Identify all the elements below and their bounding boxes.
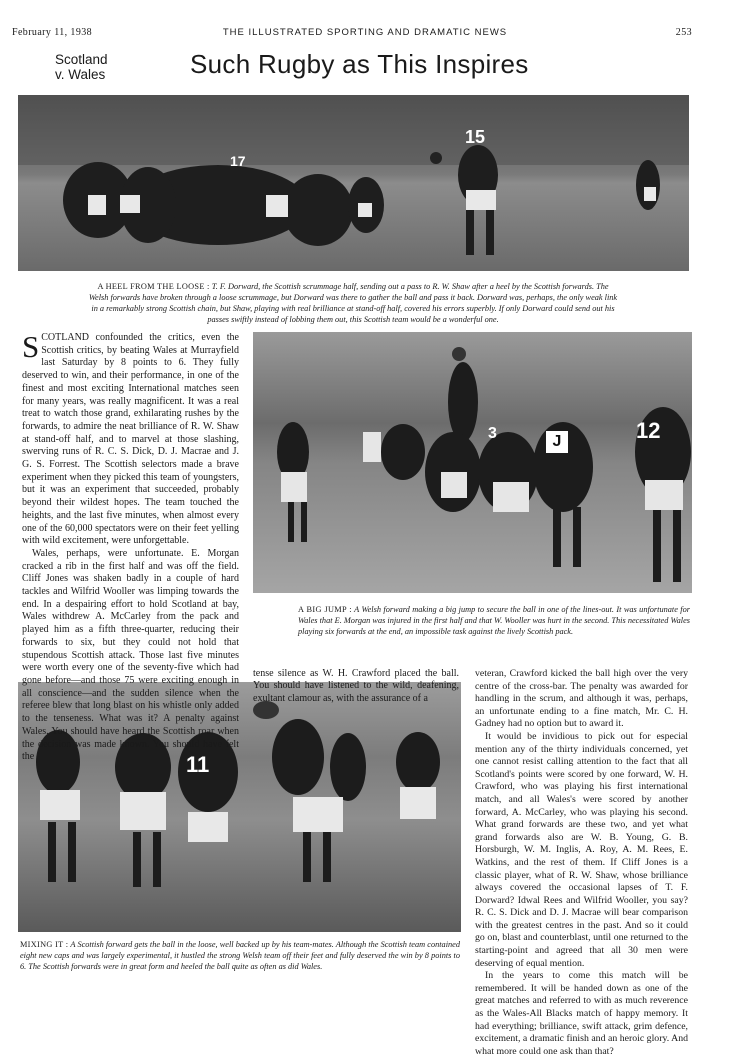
article-paragraph: veteran, Crawford kicked the ball high over the very centre of the cross-bar. The penalty was awarded for handling in the scrum, and although it was, perhaps, an unfortunate ending to a fine match, Mr. C. H. Gadney had no option but to award it. (475, 668, 688, 730)
article-paragraph: It would be invidious to pick out for especial mention any of the thirty individuals concerned, yet one cannot resist calling attention to the fact that all Scotland's points were scored by one forward, W. H. Crawford, who was playing his first international match, and all Wales's were scored by another forward, A. McCarley, who was playing his second. What grand forwards are these two, and yet what grand forwards also are W. B. Young, G. B. Horsburgh, W. M. Inglis, A. Roy, A. M. Rees, E. Watkins, and the rest of them. If Cliff Jones is a classic player, what of R. W. Shaw, whose brilliance always covered the occasional lapses of T. F. Dorward? Idwal Rees and Wilfrid Wooller, you say? R. C. S. Dick and D. J. Macrae will bear comparison with the greatest centres in the past. And so it could go on, blast and counterblast, until one returned to the starting-point and agreed that all 30 men were deserving of equal mention. (475, 730, 688, 969)
caption-big-jump (298, 604, 690, 637)
kicker-line-1: Scotland (55, 52, 108, 67)
issue-date: February 11, 1938 (12, 27, 93, 38)
headline: Such Rugby as This Inspires (190, 49, 529, 79)
jersey-number: J (546, 431, 568, 453)
caption-text: T. F. Dorward, the Scottish scrummage half, sending out a pass to R. W. Shaw after a heel by the Scottish forwards. The Welsh forwards have broken through a loose scrummage, but Dorward was there to gather the ball and pass it back. Dorward was, perhaps, the only weak link in a remarkably strong Scottish chain, but Shaw, playing with real brilliance at stand-off half, covered his errors superbly. If only Dorward could send out his passes swiftly instead of lobbing them out, this Scottish team would be a wonderful one. (88, 282, 618, 324)
section-kicker (55, 52, 108, 82)
drop-cap: S (22, 329, 40, 364)
jersey-number: 3 (488, 425, 497, 442)
page-number: 253 (675, 27, 692, 38)
article-paragraph: tense silence as W. H. Crawford placed the ball. You should have listened to the wild, deafening, exultant clamour as, with the assurance of a (253, 668, 459, 704)
article-column-2 (253, 668, 459, 705)
caption-text: A Scottish forward gets the ball in the loose, well backed up by his team-mates. Although the Scottish team contained eight new caps and was largely experimental, it hustled the strong Welsh team off their feet and fully deserved the win by 8 points to 6. The Scottish forwards were in great form and heeled the ball quite as often as did Wales. (20, 940, 460, 971)
article-paragraph: In the years to come this match will be remembered. It will be handed down as one of the great matches and referred to with as much reverence as the Wales-All Blacks match of happy memory. It had everything; brilliance, swift attack, grim defence, excitement, a dramatic finish and an heroic glory. And what more could one ask than that? (475, 970, 688, 1057)
photo-big-jump (253, 332, 692, 593)
caption-mixing-it (20, 939, 460, 972)
article-text: COTLAND confounded the critics, even the Scottish critics, by beating Wales at Murrayfield last Saturday by 8 points to 6. They fully deserved to win, and their performance, in one of the finest and most exciting International matches seen for many years, was really magnificent. It was a real treat to watch those grand, exhilarating rushes by the forwards, to admire the neat brilliance of R. W. Shaw at stand-off half, and to marvel at those slashing, swerving runs of R. C. S. Dick, D. J. Macrae and J. G. S. Forrest. The Scottish selectors made a brave experiment when they picked this team of youngsters, but it was an experiment that succeeded, probably beyond their wildest hopes. The team touched the heights, and the last five minutes, when almost every one of the 60,000 spectators were on their feet yelling with wild excitement, were unforgettable. (22, 332, 239, 547)
jersey-number: 15 (465, 127, 486, 147)
caption-text: A Welsh forward making a big jump to secure the ball in one of the lines-out. It was unfortunate for Wales that E. Morgan was injured in the first half and that W. Wooller was hurt in the second. This necessitated Wales playing six forwards at the end, an impossible task against the lively Scottish pack. (298, 605, 690, 636)
photo-heel-illustration (18, 95, 689, 271)
article-column-1 (22, 329, 239, 763)
caption-title: A BIG JUMP : (298, 605, 352, 614)
jersey-number: 12 (636, 418, 661, 443)
photo-heel-from-the-loose (18, 95, 689, 271)
publication-title: THE ILLUSTRATED SPORTING AND DRAMATIC NEWS (222, 27, 508, 38)
kicker-line-2: v. Wales (55, 67, 106, 82)
photo-jump-illustration (253, 332, 692, 593)
jersey-number: 17 (230, 153, 246, 169)
caption-heel-from-the-loose (88, 281, 618, 325)
caption-title: MIXING IT : (20, 940, 69, 949)
jersey-number: 11 (186, 752, 210, 777)
caption-title: A HEEL FROM THE LOOSE : (97, 282, 210, 291)
article-paragraph (22, 329, 239, 548)
article-paragraph: Wales, perhaps, were unfortunate. E. Morgan cracked a rib in the first half and was off the field. Cliff Jones was shaken badly in a couple of hard tackles and Wilfrid Wooller was limping towards the end. In a despairing effort to hold Scotland at bay, Wales withdrew A. McCarley from the pack and played him as a fifth three-quarter, reducing their forwards to six, but they could not hold that stupendous Scottish attack. Those last five minutes were worth every one of the seventy-five which had gone before—and those 75 were exciting enough in all conscience—and the sudden silence when the referee blew that long blast on his whistle only added to the tenseness. What was it? A penalty against Wales. You should have heard the Scottish roar when the decision was made known. You should have felt the (22, 547, 239, 763)
